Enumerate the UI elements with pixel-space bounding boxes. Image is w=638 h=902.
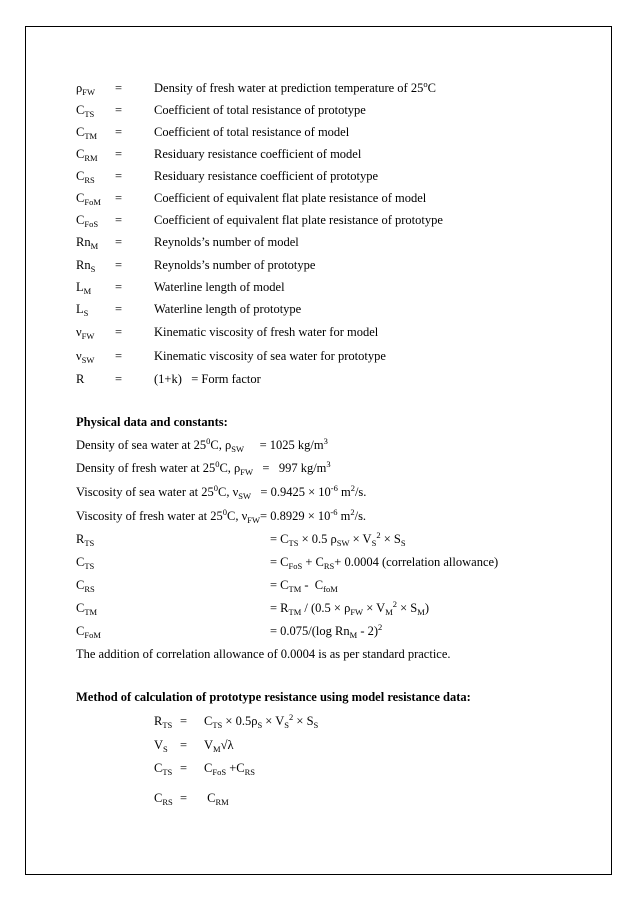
formula-left: $R_{TS}$ — [76, 532, 95, 548]
def-symbol: $C_{TS}$ — [76, 103, 95, 119]
method-left: $V_S$ — [154, 738, 168, 754]
def-symbol: $\nu_{SW}$ — [76, 349, 95, 365]
formula-right: = $R_{TM} / (0.5 \times \rho_{FW} \times V_M^2 \times S_M)$ — [270, 599, 429, 617]
def-text: Kinematic viscosity of sea water for prototype — [154, 349, 386, 363]
formula-left: $C_{TM}$ — [76, 601, 98, 617]
method-left: $C_{RS}$ — [154, 791, 173, 807]
def-symbol: $Rn_S$ — [76, 258, 96, 274]
method-heading: Method of calculation of prototype resistance using model resistance data: — [76, 690, 471, 704]
physical-data-heading: Physical data and constants: — [76, 415, 228, 429]
def-text: Residuary resistance coefficient of model — [154, 147, 362, 161]
def-text: Waterline length of model — [154, 280, 285, 294]
physical-line: Viscosity of sea water at $25^0C$, $\nu_{SW} = 0.9425 \times 10^{-6}$ $m^2/s$. — [76, 483, 367, 501]
allowance-note: The addition of correlation allowance of 0.0004 is as per standard practice. — [76, 647, 451, 661]
def-symbol: $Rn_M$ — [76, 235, 99, 251]
def-text: Coefficient of equivalent flat plate resistance of prototype — [154, 213, 443, 227]
method-right: $V_M√\lambda$ — [204, 738, 234, 754]
method-right: $C_{FoS} +C_{RS}$ — [204, 761, 255, 777]
def-equals: = — [115, 213, 123, 227]
def-symbol: $\nu_{FW}$ — [76, 325, 95, 341]
method-left: $R_{TS}$ — [154, 714, 173, 730]
method-equals: = — [180, 714, 188, 728]
def-symbol: $C_{FoS}$ — [76, 213, 99, 229]
def-text: Density of fresh water at prediction temperature of 25$^o$C — [154, 79, 436, 95]
def-equals: = — [115, 169, 123, 183]
formula-left: $C_{FoM}$ — [76, 624, 101, 640]
def-equals: = — [115, 280, 123, 294]
formula-right: = $C_{FoS} + C_{RS}+ 0.0004$ (correlation allowance) — [270, 555, 499, 571]
def-symbol: $C_{TM}$ — [76, 125, 98, 141]
def-symbol: $C_{RM}$ — [76, 147, 98, 163]
physical-line: Density of fresh water at $25^0C$, $\rho_{FW} = 997$ $kg/m^3$ — [76, 459, 331, 477]
def-text: Reynolds’s number of prototype — [154, 258, 316, 272]
def-equals: = — [115, 103, 123, 117]
method-equals: = — [180, 791, 188, 805]
def-equals: = — [115, 125, 123, 139]
formula-right: = 0.075/(log $Rn_M - 2)^2$ — [270, 622, 383, 640]
def-symbol: $C_{FoM}$ — [76, 191, 101, 207]
formula-left: $C_{TS}$ — [76, 555, 95, 571]
method-right: $C_{TS} \times 0.5\rho_S \times V_S^2 \times S_S$ — [204, 712, 319, 730]
def-equals: = — [115, 349, 123, 363]
method-right: $C_{RM}$ — [204, 791, 229, 807]
method-equals: = — [180, 738, 188, 752]
def-symbol: $L_S$ — [76, 302, 89, 318]
def-text: Waterline length of prototype — [154, 302, 302, 316]
def-text: Coefficient of total resistance of model — [154, 125, 350, 139]
def-symbol: $L_M$ — [76, 280, 92, 296]
def-text: Kinematic viscosity of fresh water for model — [154, 325, 379, 339]
method-left: $C_{TS}$ — [154, 761, 173, 777]
def-equals: = — [115, 302, 123, 316]
formula-left: $C_{RS}$ — [76, 578, 95, 594]
def-text: (1+k) = Form factor — [154, 372, 261, 386]
def-symbol: R — [76, 372, 85, 386]
method-equals: = — [180, 761, 188, 775]
def-text: Coefficient of total resistance of prototype — [154, 103, 366, 117]
physical-line: Viscosity of fresh water at $25^0C$, $\nu_{FW}= 0.8929 \times 10^{-6}$ $m^2/s$. — [76, 507, 367, 525]
def-equals: = — [115, 191, 123, 205]
def-equals: = — [115, 235, 123, 249]
def-equals: = — [115, 81, 123, 95]
def-symbol: $\rho_{FW}$ — [76, 81, 95, 97]
def-text: Residuary resistance coefficient of prototype — [154, 169, 378, 183]
def-equals: = — [115, 372, 123, 386]
def-text: Coefficient of equivalent flat plate resistance of model — [154, 191, 427, 205]
def-text: Reynolds’s number of model — [154, 235, 299, 249]
physical-line: Density of sea water at $25^0C$, $\rho_{SW}$ = 1025 $kg/m^3$ — [76, 436, 328, 454]
formula-right: = $C_{TS} \times 0.5$ $\rho_{SW} \times V_S^2 \times S_S$ — [270, 530, 406, 548]
def-equals: = — [115, 258, 123, 272]
def-symbol: $C_{RS}$ — [76, 169, 95, 185]
formula-right: = $C_{TM} - C_{foM}$ — [270, 578, 338, 594]
def-equals: = — [115, 325, 123, 339]
def-equals: = — [115, 147, 123, 161]
